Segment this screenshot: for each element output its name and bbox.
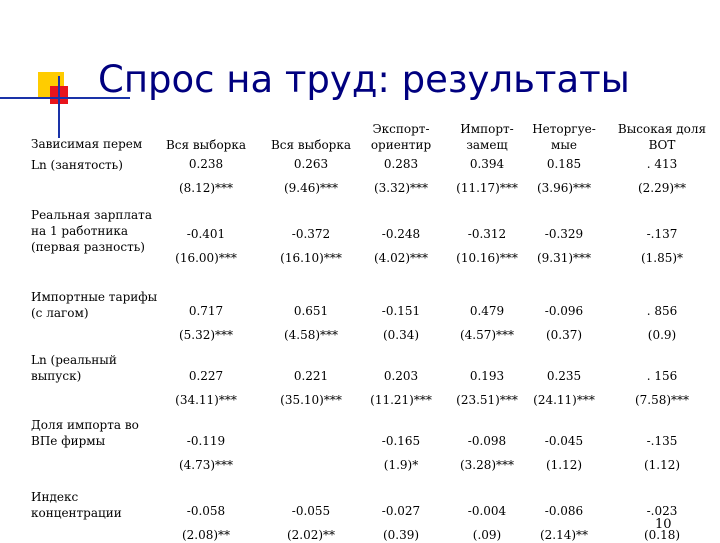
t-stat-cell: (35.10)*** [280,393,342,407]
t-stat-cell: (9.31)*** [536,251,592,265]
t-stat-cell: (3.96)*** [536,181,592,195]
coefficient-cell: . 856 [646,304,678,318]
t-stat-cell: (0.9) [647,328,677,342]
t-stat-cell: (1.9)* [383,458,419,472]
t-stat-cell: (1.85)* [640,251,684,265]
coefficient-cell: -.135 [646,434,678,448]
coefficient-cell: 0.185 [546,157,582,171]
coefficient-cell: -0.329 [544,227,584,241]
t-stat-cell: (9.46)*** [283,181,339,195]
t-stat-cell: (4.58)*** [283,328,339,342]
coefficient-cell: 0.238 [188,157,224,171]
t-stat-cell: (11.17)*** [456,181,518,195]
decor-vertical-line [58,76,60,138]
t-stat-cell: (11.21)*** [370,393,432,407]
t-stat-cell: (2.02)** [286,528,336,542]
coefficient-cell: -0.045 [544,434,584,448]
t-stat-cell: (1.12) [545,458,583,472]
header-column-5: Неторгуе-мые [532,122,596,152]
header-column-2: Вся выборка [270,138,351,152]
coefficient-cell: 0.193 [469,369,505,383]
t-stat-cell: (2.08)** [181,528,231,542]
coefficient-cell: 0.227 [188,369,224,383]
t-stat-cell: (4.02)*** [373,251,429,265]
coefficient-cell: -0.027 [381,504,421,518]
t-stat-cell: (8.12)*** [178,181,234,195]
t-stat-cell: (24.11)*** [533,393,595,407]
coefficient-cell: 0.394 [469,157,505,171]
t-stat-cell: (16.10)*** [280,251,342,265]
coefficient-cell: -.023 [646,504,678,518]
t-stat-cell: (.09) [472,528,502,542]
coefficient-cell: -0.086 [544,504,584,518]
header-dependent-variable: Зависимая перем [31,137,143,151]
coefficient-cell: 0.651 [293,304,329,318]
t-stat-cell: (34.11)*** [175,393,237,407]
t-stat-cell: (0.37) [545,328,583,342]
coefficient-cell: -0.312 [467,227,507,241]
coefficient-cell: 0.263 [293,157,329,171]
coefficient-cell: -0.248 [381,227,421,241]
t-stat-cell: (0.39) [382,528,420,542]
coefficient-cell: 0.479 [469,304,505,318]
coefficient-cell: -0.165 [381,434,421,448]
t-stat-cell: (4.73)*** [178,458,234,472]
coefficient-cell: 0.283 [383,157,419,171]
coefficient-cell: 0.235 [546,369,582,383]
coefficient-cell: -0.098 [467,434,507,448]
row-label: Ln (реальный выпуск) [31,353,117,383]
t-stat-cell: (4.57)*** [459,328,515,342]
row-label: Доля импорта во ВПе фирмы [31,418,139,448]
t-stat-cell: (2.29)** [637,181,687,195]
t-stat-cell: (16.00)*** [175,251,237,265]
t-stat-cell: (2.14)** [539,528,589,542]
coefficient-cell: -0.004 [467,504,507,518]
coefficient-cell: 0.203 [383,369,419,383]
header-column-6: Высокая доля ВОТ [617,122,707,152]
t-stat-cell: (3.32)*** [373,181,429,195]
coefficient-cell: . 156 [646,369,678,383]
t-stat-cell: (10.16)*** [456,251,518,265]
row-label: Ln (занятость) [31,158,123,172]
coefficient-cell: -0.151 [381,304,421,318]
coefficient-cell: -0.372 [291,227,331,241]
t-stat-cell: (3.28)*** [459,458,515,472]
coefficient-cell: . 413 [646,157,678,171]
coefficient-cell: -.137 [646,227,678,241]
coefficient-cell: 0.717 [188,304,224,318]
row-label: Импортные тарифы (с лагом) [31,290,158,320]
coefficient-cell: -0.055 [291,504,331,518]
coefficient-cell: -0.058 [186,504,226,518]
header-column-1: Вся выборка [165,138,246,152]
t-stat-cell: (1.12) [643,458,681,472]
coefficient-cell: -0.096 [544,304,584,318]
t-stat-cell: (23.51)*** [456,393,518,407]
coefficient-cell: 0.221 [293,369,329,383]
t-stat-cell: (0.34) [382,328,420,342]
coefficient-cell: -0.119 [186,434,226,448]
t-stat-cell: (0.18) [643,528,681,542]
header-column-4: Импорт-замещ [460,122,514,152]
t-stat-cell: (7.58)*** [634,393,690,407]
t-stat-cell: (5.32)*** [178,328,234,342]
row-label: Индекс концентрации [31,490,122,520]
coefficient-cell: -0.401 [186,227,226,241]
row-label: Реальная зарплата на 1 работника (первая разность) [31,208,152,254]
page-number: 10 [655,517,672,532]
slide-title: Спрос на труд: результаты [98,58,630,101]
header-column-3: Экспорт-ориентир [370,122,432,152]
